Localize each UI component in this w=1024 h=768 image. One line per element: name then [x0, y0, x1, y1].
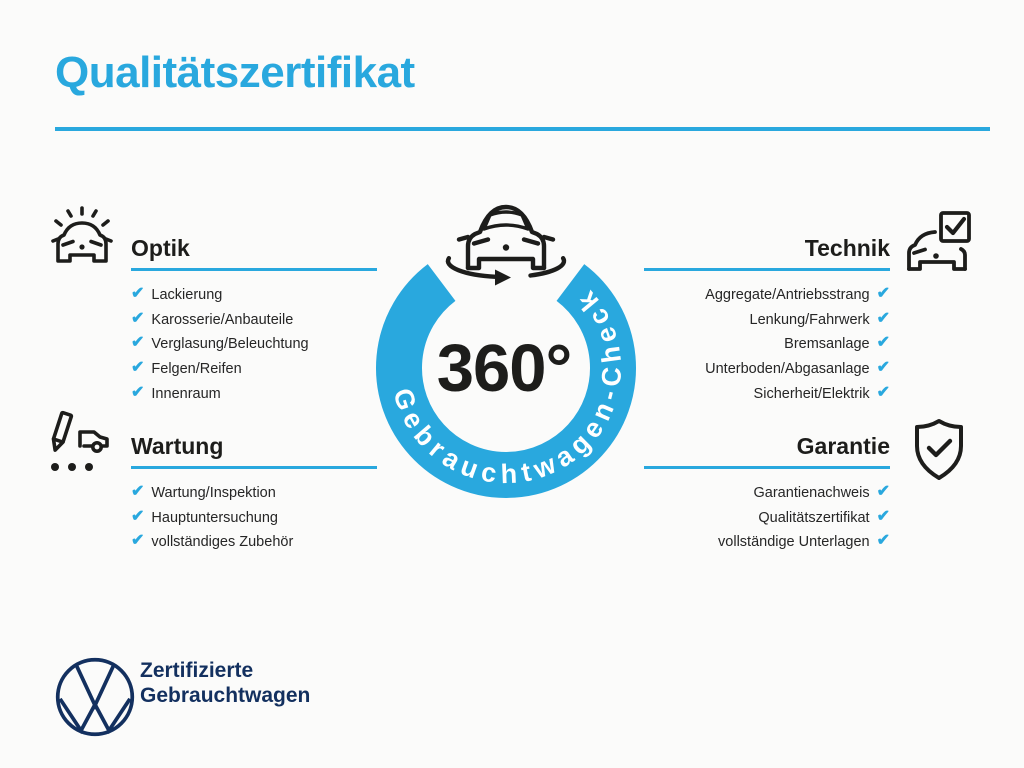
check-item-label: Innenraum [151, 385, 221, 402]
check-icon: ✔ [876, 309, 890, 327]
check-icon: ✔ [876, 359, 890, 377]
360-degree-badge [340, 160, 680, 535]
check-icon: ✔ [876, 507, 890, 525]
ring-label: Gebrauchtwagen-Check [387, 284, 628, 490]
shining-car-icon [48, 206, 116, 266]
checklist-technik [644, 283, 890, 406]
check-icon: ✔ [876, 383, 890, 401]
check-item-label: Sicherheit/Elektrik [753, 385, 870, 402]
check-item [644, 381, 890, 406]
check-item [644, 308, 890, 333]
section-garantie-title: Garantie [796, 433, 890, 459]
page-title: Qualitätszertifikat [55, 48, 415, 97]
check-icon: ✔ [131, 359, 145, 377]
check-item-label: Verglasung/Beleuchtung [151, 336, 309, 353]
check-icon: ✔ [876, 483, 890, 501]
check-item-label: Unterboden/Abgasanlage [705, 361, 870, 378]
check-item [644, 332, 890, 357]
footer-line-2: Gebrauchtwagen [140, 684, 311, 707]
check-item [644, 506, 890, 531]
check-icon: ✔ [876, 532, 890, 550]
check-item-label: Karosserie/Anbauteile [151, 311, 294, 328]
footer-line-1: Zertifizierte [140, 659, 254, 682]
vw-logo [54, 656, 136, 743]
check-item-label: Bremsanlage [784, 336, 870, 353]
service-checklist-car-icon [44, 410, 112, 474]
check-icon: ✔ [131, 309, 145, 327]
section-garantie [644, 432, 890, 555]
check-icon: ✔ [876, 334, 890, 352]
check-item [644, 357, 890, 382]
check-item-label: Lenkung/Fahrwerk [749, 311, 870, 328]
rotating-car-icon [448, 207, 564, 286]
check-item-label: Hauptuntersuchung [151, 509, 278, 526]
check-icon: ✔ [131, 507, 145, 525]
checklist-garantie [644, 481, 890, 555]
section-wartung-title: Wartung [131, 433, 224, 459]
check-item-label: Garantienachweis [753, 485, 870, 502]
check-item-label: Qualitätszertifikat [758, 509, 870, 526]
check-item-label: vollständige Unterlagen [718, 534, 870, 551]
check-icon: ✔ [131, 483, 145, 501]
check-icon: ✔ [876, 285, 890, 303]
check-item-label: Aggregate/Antriebsstrang [705, 287, 870, 304]
check-item [644, 283, 890, 308]
badge-svg [340, 160, 680, 530]
check-item-label: vollständiges Zubehör [151, 534, 294, 551]
check-icon: ✔ [131, 383, 145, 401]
shield-check-icon [910, 418, 968, 482]
check-icon: ✔ [131, 334, 145, 352]
section-underline [644, 466, 890, 469]
check-item-label: Lackierung [151, 287, 223, 304]
check-item [644, 530, 890, 555]
check-icon: ✔ [131, 285, 145, 303]
check-icon: ✔ [131, 532, 145, 550]
header-rule [55, 127, 990, 131]
check-item-label: Wartung/Inspektion [151, 485, 276, 502]
degrees-label: 360° [436, 331, 572, 406]
section-technik-title: Technik [804, 235, 890, 261]
section-underline [644, 268, 890, 271]
check-item [644, 481, 890, 506]
check-item-label: Felgen/Reifen [151, 361, 242, 378]
section-technik [644, 234, 890, 406]
car-checkbox-icon [904, 210, 974, 278]
footer-brand-text [140, 658, 310, 708]
section-optik-title: Optik [131, 235, 190, 261]
